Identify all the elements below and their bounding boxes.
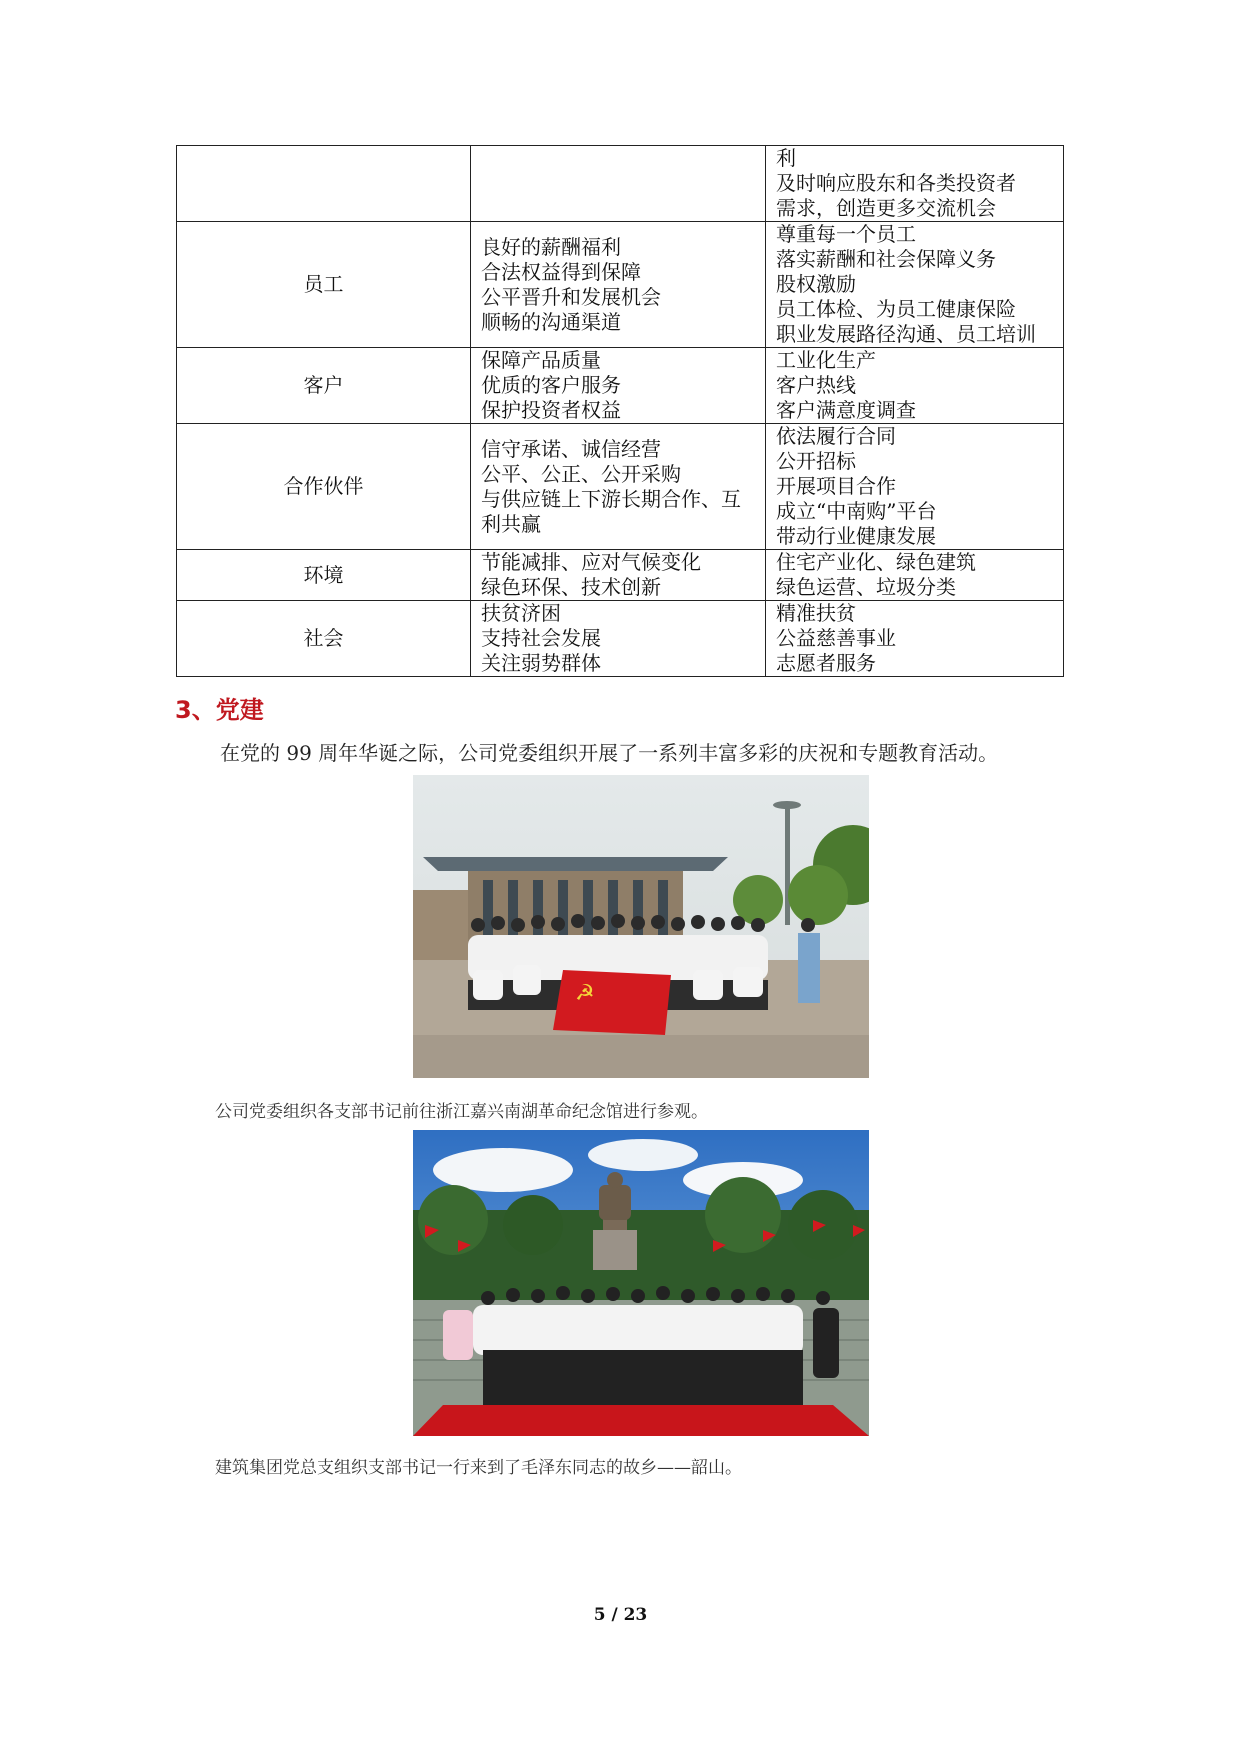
photo-caption-1: 公司党委组织各支部书记前往浙江嘉兴南湖革命纪念馆进行参观。 bbox=[215, 1102, 708, 1122]
stakeholder-actions bbox=[766, 550, 1064, 601]
table-row bbox=[177, 348, 1064, 424]
photo-shaoshan bbox=[413, 1130, 869, 1436]
stakeholder-actions bbox=[766, 222, 1064, 348]
stakeholder-actions bbox=[766, 348, 1064, 424]
stakeholder-name: 客户 bbox=[177, 348, 471, 424]
stakeholder-actions bbox=[766, 424, 1064, 550]
stakeholder-table bbox=[176, 145, 1064, 677]
list-item: 顺畅的沟通渠道 bbox=[481, 309, 621, 334]
stakeholder-actions bbox=[766, 601, 1064, 677]
list-item: 关注弱势群体 bbox=[481, 651, 601, 675]
section-intro: 在党的 99 周年华诞之际，公司党委组织开展了一系列丰富多彩的庆祝和专题教育活动。 bbox=[220, 741, 999, 765]
list-item: 股权激励 bbox=[776, 272, 856, 296]
list-item: 公平晋升和发展机会 bbox=[481, 284, 661, 309]
list-item: 工业化生产 bbox=[776, 348, 876, 372]
list-item: 开展项目合作 bbox=[776, 474, 896, 498]
svg-text:☭: ☭ bbox=[575, 981, 595, 1006]
stakeholder-expectations bbox=[471, 146, 766, 222]
list-item: 客户满意度调查 bbox=[776, 398, 916, 422]
list-item: 客户热线 bbox=[776, 373, 856, 397]
list-item: 公开招标 bbox=[776, 449, 856, 473]
list-item: 支持社会发展 bbox=[481, 626, 601, 650]
list-item: 依法履行合同 bbox=[776, 424, 896, 448]
list-item: 利共赢 bbox=[481, 511, 541, 536]
list-item: 扶贫济困 bbox=[481, 601, 561, 625]
stakeholder-actions bbox=[766, 146, 1064, 222]
list-item: 良好的薪酬福利 bbox=[481, 234, 621, 259]
list-item: 尊重每一个员工 bbox=[776, 222, 916, 246]
table-row bbox=[177, 146, 1064, 222]
table-row bbox=[177, 601, 1064, 677]
list-item: 员工体检、为员工健康保险 bbox=[776, 297, 1016, 321]
list-item: 保障产品质量 bbox=[481, 348, 601, 372]
list-item: 与供应链上下游长期合作、互 bbox=[481, 486, 741, 511]
list-item: 精准扶贫 bbox=[776, 601, 856, 625]
list-item: 绿色运营、垃圾分类 bbox=[776, 575, 956, 599]
list-item: 职业发展路径沟通、员工培训 bbox=[776, 322, 1036, 346]
list-item: 优质的客户服务 bbox=[481, 373, 621, 397]
photo-nanhu-memorial bbox=[413, 775, 869, 1078]
table-row bbox=[177, 550, 1064, 601]
photo-caption-2: 建筑集团党总支组织支部书记一行来到了毛泽东同志的故乡——韶山。 bbox=[215, 1458, 742, 1478]
stakeholder-name: 环境 bbox=[177, 550, 471, 601]
stakeholder-name: 合作伙伴 bbox=[177, 424, 471, 550]
list-item: 带动行业健康发展 bbox=[776, 524, 936, 548]
list-item: 利 bbox=[776, 146, 796, 170]
stakeholder-name: 社会 bbox=[177, 601, 471, 677]
stakeholder-expectations bbox=[471, 348, 766, 424]
table-row bbox=[177, 222, 1064, 348]
stakeholder-expectations bbox=[471, 601, 766, 677]
list-item: 节能减排、应对气候变化 bbox=[481, 550, 701, 574]
list-item: 住宅产业化、绿色建筑 bbox=[776, 550, 976, 574]
list-item: 公益慈善事业 bbox=[776, 626, 896, 650]
stakeholder-expectations bbox=[471, 222, 766, 348]
stakeholder-table-body bbox=[177, 146, 1064, 677]
list-item: 信守承诺、诚信经营 bbox=[481, 436, 661, 461]
section-heading: 3、党建 bbox=[175, 696, 264, 724]
list-item: 保护投资者权益 bbox=[481, 398, 621, 422]
stakeholder-expectations bbox=[471, 550, 766, 601]
page-number: 5 / 23 bbox=[593, 1605, 648, 1625]
table-row bbox=[177, 424, 1064, 550]
list-item: 及时响应股东和各类投资者 bbox=[776, 171, 1016, 195]
list-item: 公平、公正、公开采购 bbox=[481, 461, 681, 486]
stakeholder-expectations bbox=[471, 424, 766, 550]
list-item: 合法权益得到保障 bbox=[481, 259, 641, 284]
stakeholder-name bbox=[177, 146, 471, 222]
list-item: 绿色环保、技术创新 bbox=[481, 575, 661, 599]
stakeholder-name: 员工 bbox=[177, 222, 471, 348]
list-item: 落实薪酬和社会保障义务 bbox=[776, 247, 996, 271]
list-item: 需求，创造更多交流机会 bbox=[776, 196, 996, 220]
list-item: 志愿者服务 bbox=[776, 651, 876, 675]
list-item: 成立“中南购”平台 bbox=[776, 499, 937, 523]
